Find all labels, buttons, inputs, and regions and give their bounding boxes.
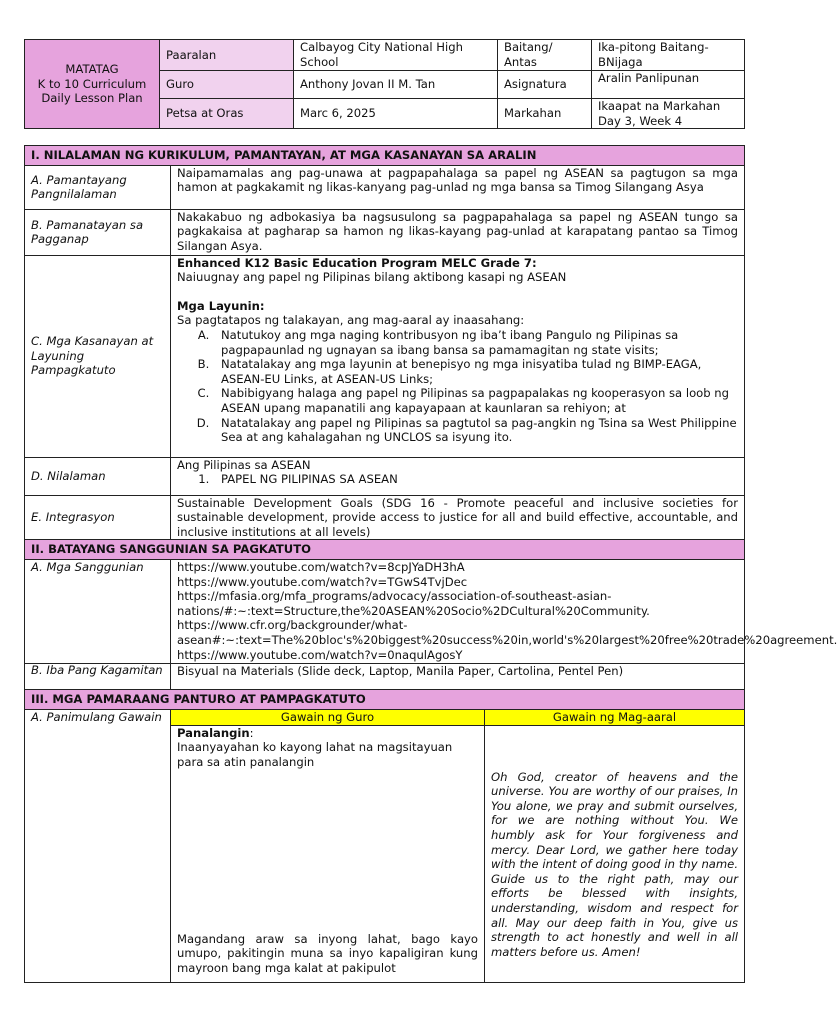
pamantayang-pangnilalaman-label: A. Pamantayang Pangnilalaman	[25, 165, 171, 209]
reference-link[interactable]: https://www.youtube.com/watch?v=TGwS4TvjDec	[177, 574, 468, 589]
integrasyon-text: Sustainable Development Goals (SDG 16 - Promote peaceful and inclusive societies for sustainable development, provide access to justice for all and build effective, accountable, and inclusive institutions at all levels)	[171, 495, 745, 540]
reference-link[interactable]: https://www.youtube.com/watch?v=0naqulAgosY	[177, 647, 463, 662]
pamantayan-sa-pagganap-text: Nakakabuo ng adbokasiya ba nagsusulong sa pagpapahalaga sa papel ng ASEAN tungo sa pagkakaisa at pagharap sa hamon ng likas-kayang pag-unlad at karapatang pantao sa Timog Silangan Asya.	[171, 209, 745, 255]
list-item: 1. PAPEL NG PILIPINAS SA ASEAN	[213, 472, 738, 487]
school-label: Paaralan	[160, 40, 294, 71]
reference-link[interactable]: https://www.youtube.com/watch?v=8cpJYaDH3hA	[177, 559, 465, 574]
teacher-label: Guro	[160, 71, 294, 99]
plan-title-line: MATATAG	[65, 62, 119, 77]
integrasyon-label: E. Integrasyon	[25, 495, 171, 540]
grade-label: Baitang/ Antas	[498, 40, 592, 71]
teacher-prayer-invite: Inaanyayahan ko kayong lahat na magsitayuan para sa atin panalangin	[177, 740, 453, 769]
lesson-plan-body	[24, 145, 837, 983]
grade-value: Ika-pitong Baitang-BNijaga	[592, 40, 745, 71]
nilalaman-text: Ang Pilipinas sa ASEAN	[177, 457, 311, 472]
quarter-value: Ikaapat na Markahan Day 3, Week 4	[592, 99, 745, 129]
section-3-heading: III. MGA PAMARAANG PANTURO AT PAMPAGKATUTO	[25, 689, 745, 709]
layunin-list	[177, 328, 738, 445]
teacher-activity-header: Gawain ng Guro	[171, 709, 485, 725]
student-activity-cell	[485, 725, 745, 982]
iba-pang-kagamitan-label: B. Iba Pang Kagamitan	[25, 663, 171, 689]
melc-title: Enhanced K12 Basic Education Program MELC Grade 7:	[177, 255, 537, 270]
plan-title-line: K to 10 Curriculum	[37, 76, 147, 91]
pamantayan-sa-pagganap-label: B. Pamanatayan sa Pagganap	[25, 209, 171, 255]
section-1-heading: I. NILALAMAN NG KURIKULUM, PAMANTAYAN, AT MGA KASANAYAN SA ARALIN	[25, 146, 745, 166]
pamantayang-pangnilalaman-text: Naipamamalas ang pag-unawa at pagpapahalaga sa papel ng ASEAN sa pagtugon sa mga hamon at pagkakamit ng likas-kanyang pag-unlad ng mga bansa sa Timog Silangang Asya	[171, 165, 745, 209]
sanggunian-label: A. Mga Sanggunian	[25, 559, 171, 663]
date-label: Petsa at Oras	[160, 99, 294, 129]
lesson-plan-header	[24, 39, 745, 129]
date-value: Marc 6, 2025	[294, 99, 498, 129]
nilalaman-label: D. Nilalaman	[25, 457, 171, 495]
teacher-greeting: Magandang araw sa inyong lahat, bago kayo umupo, pakitingin muna sa inyo kapaligiran kung mayroon bang mga kalat at pakipulot	[177, 931, 478, 975]
layunin-intro: Sa pagtatapos ng talakayan, ang mag-aaral ay inaasahang:	[177, 313, 525, 328]
kasanayan-label: C. Mga Kasanayan at Layuning Pampagkatuto	[25, 255, 171, 457]
school-value: Calbayog City National High School	[294, 40, 498, 71]
section-2-heading: II. BATAYANG SANGGUNIAN SA PAGKATUTO	[25, 540, 745, 560]
list-item: C. Nabibigyang halaga ang papel ng Pilipinas sa pagpapalakas ng kooperasyon sa loob ng ASEAN upang mapanatili ang kapayapaan at kaunlaran sa rehiyon; at	[213, 386, 738, 415]
nilalaman-content	[171, 457, 745, 495]
melc-text: Naiuugnay ang papel ng Pilipinas bilang aktibong kasapi ng ASEAN	[177, 270, 567, 285]
list-item: B. Natatalakay ang mga layunin at benepisyo ng mga inisyatiba tulad ng BIMP-EAGA, ASEAN-EU Links, at ASEAN-US Links;	[213, 357, 738, 386]
reference-link[interactable]: https://www.cfr.org/backgrounder/what-asean#:~:text=The%20bloc's%20biggest%20success%20in,world's%20largest%20free%20trade%20agreement.	[177, 618, 837, 647]
teacher-activity-cell	[171, 725, 485, 982]
layunin-title: Mga Layunin:	[177, 298, 265, 313]
teacher-value: Anthony Jovan II M. Tan	[294, 71, 498, 99]
nilalaman-list	[177, 472, 738, 487]
quarter-label: Markahan	[498, 99, 592, 129]
plan-title	[25, 40, 160, 129]
list-item: D. Natatalakay ang papel ng Pilipinas sa pagtutol sa pag-angkin ng Tsina sa West Philippine Sea at ang kahalagahan ng UNCLOS sa isyung ito.	[213, 416, 738, 445]
kasanayan-content	[171, 255, 745, 457]
list-item: A. Natutukoy ang mga naging kontribusyon ng iba’t ibang Pangulo ng Pilipinas sa pagpapaunlad ng ugnayan sa ibang bansa sa pamamagitan ng state visits;	[213, 328, 738, 357]
subject-label: Asignatura	[498, 71, 592, 99]
student-activity-header: Gawain ng Mag-aaral	[485, 709, 745, 725]
subject-value: Aralin Panlipunan	[592, 71, 745, 99]
reference-link[interactable]: https://mfasia.org/mfa_programs/advocacy/association-of-southeast-asian-nations/#:~:text=Structure,the%20ASEAN%20Socio%2DCultural%20Community.	[177, 589, 650, 618]
panimulang-gawain-label: A. Panimulang Gawain	[25, 709, 171, 982]
sanggunian-links	[171, 559, 837, 663]
panalangin-title: Panalangin	[177, 725, 250, 740]
student-prayer: Oh God, creator of heavens and the universe. You are worthy of our praises, In You alone, we pray and submit ourselves, for we are nothing without You. We humbly ask for Your forgiveness and mercy. Dear Lord, we gather here today with the intent of doing good in thy name. Guide us to the right path, may our efforts be blessed with insights, understanding, wisdom and respect for all. May our deep faith in You, give us strength to act honestly and well in all matters before us. Amen!	[491, 769, 739, 959]
plan-title-line: Daily Lesson Plan	[41, 91, 143, 106]
panalangin-colon: :	[249, 725, 254, 740]
iba-pang-kagamitan-text: Bisyual na Materials (Slide deck, Laptop, Manila Paper, Cartolina, Pentel Pen)	[171, 663, 745, 689]
